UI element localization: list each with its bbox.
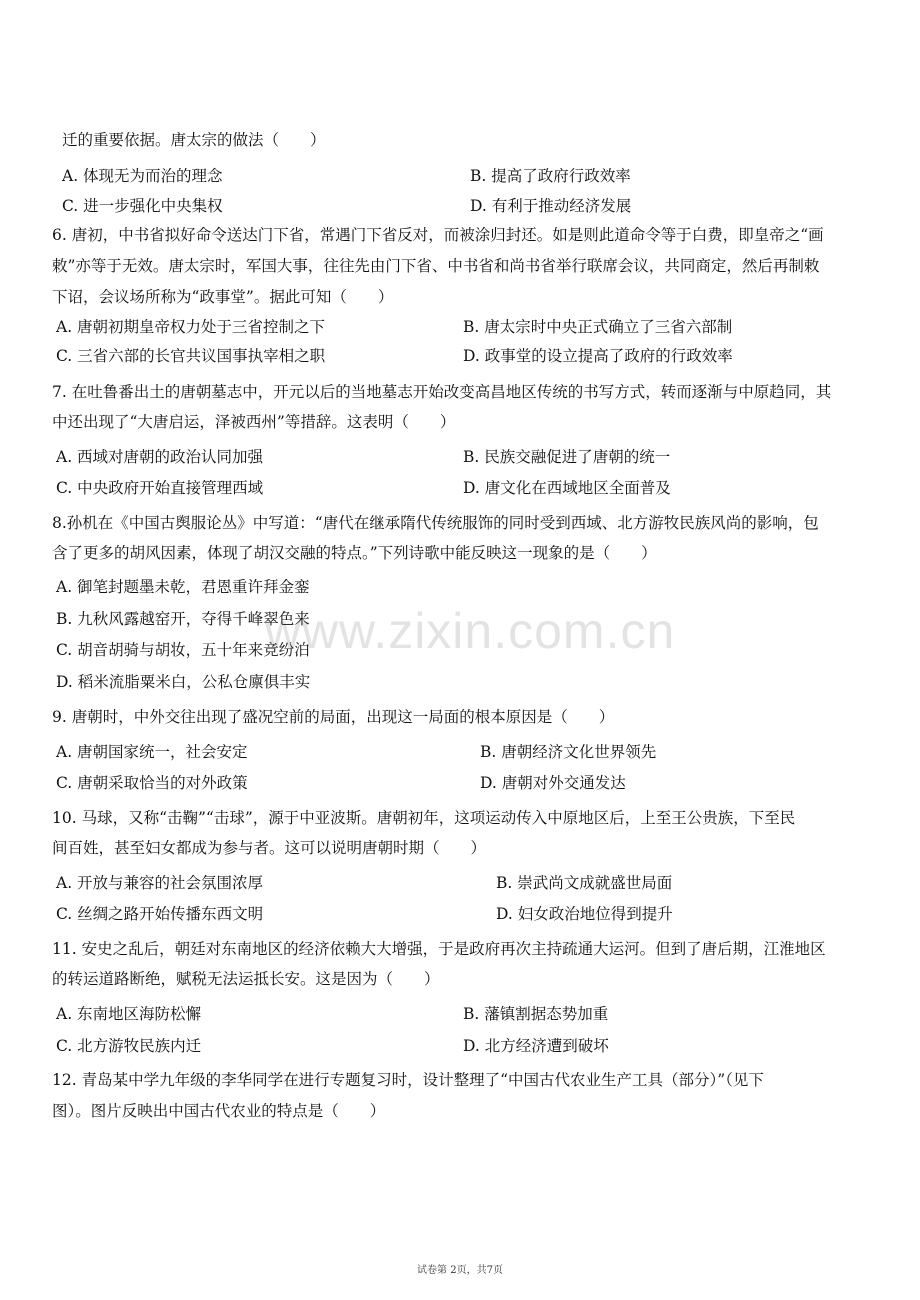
q7-option-c: C. 中央政府开始直接管理西域 <box>56 479 264 497</box>
q9-option-d: D. 唐朝对外交通发达 <box>480 774 626 792</box>
q10-stem-line-1: 10. 马球，又称“击鞠”“击球”，源于中亚波斯。唐朝初年，这项运动传入中原地区后，上至王公贵族，下至民 <box>52 809 796 827</box>
q6-option-a: A. 唐朝初期皇帝权力处于三省控制之下 <box>56 318 326 336</box>
q10-stem-line-2: 间百姓，甚至妇女都成为参与者。这可以说明唐朝时期（ ） <box>52 839 487 857</box>
q10-option-c: C. 丝绸之路开始传播东西文明 <box>56 905 264 923</box>
q8-stem-line-1: 8.孙机在《中国古舆服论丛》中写道：“唐代在继承隋代传统服饰的同时受到西域、北方游牧民族风尚的影响，包 <box>52 514 819 532</box>
q7-option-a: A. 西域对唐朝的政治认同加强 <box>56 448 264 466</box>
q10-option-d: D. 妇女政治地位得到提升 <box>496 905 673 923</box>
q9-option-b: B. 唐朝经济文化世界领先 <box>480 743 657 761</box>
q9-option-a: A. 唐朝国家统一，社会安定 <box>56 743 248 761</box>
q11-stem-line-1: 11. 安史之乱后，朝廷对东南地区的经济依赖大大增强，于是政府再次主持疏通大运河。但到了唐后期，江淮地区 <box>52 940 826 958</box>
q9-stem-line-1: 9. 唐朝时，中外交往出现了盛况空前的局面，出现这一局面的根本原因是（ ） <box>52 708 615 726</box>
q11-option-b: B. 藩镇割据态势加重 <box>463 1005 609 1023</box>
q6-stem-line-3: 下诏，会议场所称为“政事堂”。据此可知（ ） <box>52 288 394 306</box>
q9-option-c: C. 唐朝采取恰当的对外政策 <box>56 774 248 792</box>
q5-option-a: A. 体现无为而治的理念 <box>62 167 223 185</box>
q8-stem-line-2: 含了更多的胡风因素，体现了胡汉交融的特点。”下列诗歌中能反映这一现象的是（ ） <box>52 544 657 562</box>
q5-option-b: B. 提高了政府行政效率 <box>470 167 631 185</box>
q6-option-c: C. 三省六部的长官共议国事执宰相之职 <box>56 347 326 365</box>
q8-option-a: A. 御笔封题墨未乾，君恩重许拜金銮 <box>56 578 310 596</box>
q7-stem-line-2: 中还出现了“大唐启运，泽被西州”等措辞。这表明（ ） <box>52 413 456 431</box>
page-footer: 试卷第 2页，共7页 <box>417 1265 503 1276</box>
q12-stem-line-1: 12. 青岛某中学九年级的李华同学在进行专题复习时，设计整理了“中国古代农业生产工具（部分）”（见下 <box>52 1071 764 1089</box>
q5-option-d: D. 有利于推动经济发展 <box>470 197 632 215</box>
q6-stem-line-2: 敕”亦等于无效。唐太宗时，军国大事，往往先由门下省、中书省和尚书省举行联席会议，共同商定，然后再制敕 <box>52 257 820 275</box>
q8-option-b: B. 九秋风露越窑开，夺得千峰翠色来 <box>56 610 310 628</box>
q6-option-b: B. 唐太宗时中央正式确立了三省六部制 <box>463 318 733 336</box>
q7-option-d: D. 唐文化在西域地区全面普及 <box>463 479 671 497</box>
q6-stem-line-1: 6. 唐初，中书省拟好命令送达门下省，常遇门下省反对，而被涂归封还。如是则此道命令等于白费，即皇帝之“画 <box>52 226 824 244</box>
q10-option-b: B. 崇武尚文成就盛世局面 <box>496 874 673 892</box>
watermark: www.zixin.com.cn <box>264 603 676 659</box>
q7-stem-line-1: 7. 在吐鲁番出土的唐朝墓志中，开元以后的当地墓志开始改变高昌地区传统的书写方式，转而逐渐与中原趋同，其 <box>52 383 832 401</box>
q7-option-b: B. 民族交融促进了唐朝的统一 <box>463 448 671 466</box>
q8-option-d: D. 稻米流脂粟米白，公私仓廪俱丰实 <box>56 673 311 691</box>
q5-stem-tail: 迁的重要依据。唐太宗的做法（ ） <box>62 131 326 149</box>
q12-stem-line-2: 图）。图片反映出中国古代农业的特点是（ ） <box>52 1102 386 1120</box>
q11-option-c: C. 北方游牧民族内迁 <box>56 1037 202 1055</box>
q11-option-a: A. 东南地区海防松懈 <box>56 1005 202 1023</box>
q5-option-c: C. 进一步强化中央集权 <box>62 197 223 215</box>
q10-option-a: A. 开放与兼容的社会氛围浓厚 <box>56 874 264 892</box>
q11-option-d: D. 北方经济遭到破坏 <box>463 1037 609 1055</box>
q8-option-c: C. 胡音胡骑与胡妆，五十年来竞纷泊 <box>56 641 310 659</box>
q11-stem-line-2: 的转运道路断绝，赋税无法运抵长安。这是因为（ ） <box>52 970 440 988</box>
q6-option-d: D. 政事堂的设立提高了政府的行政效率 <box>463 347 733 365</box>
